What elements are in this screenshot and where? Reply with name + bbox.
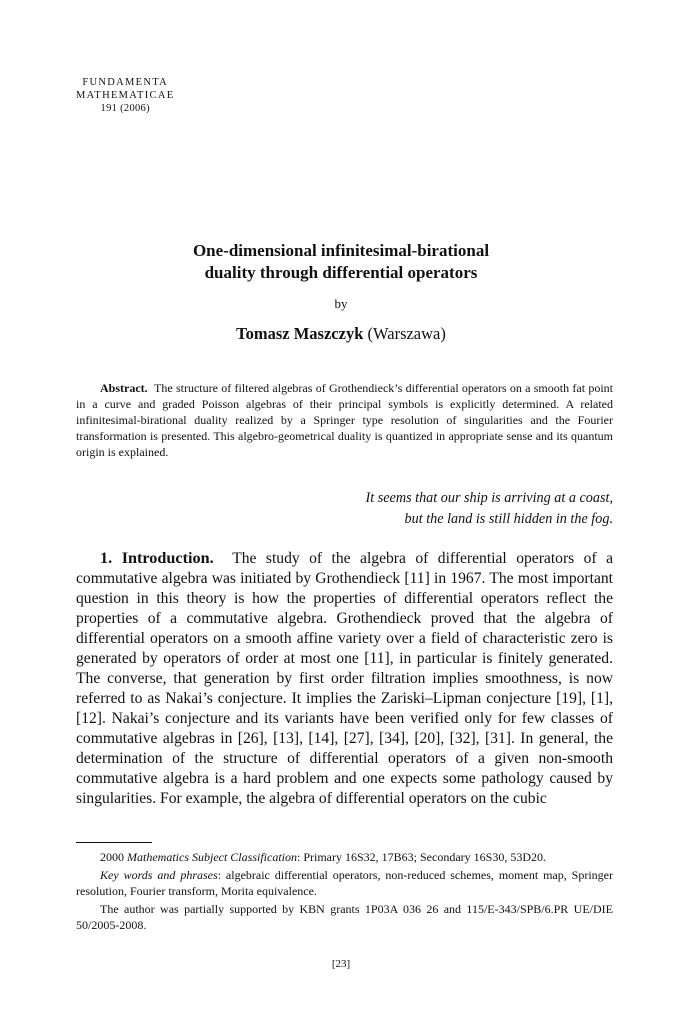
footnote-rule	[76, 842, 152, 843]
by-label: by	[334, 296, 348, 311]
footnote-grants: The author was partially supported by KBN grants 1P03A 036 26 and 115/E-343/SPB/6.PR UE/DIE 50/2005-2008.	[76, 902, 613, 932]
paper-title-line2: duality through differential operators	[204, 263, 478, 282]
epigraph-line2: but the land is still hidden in the fog.	[404, 511, 613, 527]
journal-volume: 191 (2006)	[100, 103, 150, 114]
epigraph-line1: It seems that our ship is arriving at a coast,	[365, 490, 613, 506]
msc-label: Mathematics Subject Classification	[127, 850, 297, 864]
footnote-msc	[76, 849, 613, 865]
footnotes	[76, 849, 613, 935]
journal-name-line2: MATHEMATICAE	[76, 90, 175, 101]
section-heading: 1. Introduction.	[100, 549, 214, 567]
msc-text: : Primary 16S32, 17B63; Secondary 16S30, 53D20.	[296, 850, 546, 864]
paper-title	[0, 240, 682, 284]
author-affiliation: (Warszawa)	[367, 324, 446, 343]
keywords-text: : algebraic differential operators, non-reduced schemes, moment map, Springer resolution, Fourier transform, Morita equivalence.	[76, 868, 613, 898]
author-line	[0, 324, 682, 344]
page-number: [23]	[331, 958, 351, 970]
epigraph	[366, 488, 614, 530]
paper-title-line1: One-dimensional infinitesimal-birational	[192, 241, 490, 260]
abstract-text: The structure of filtered algebras of Grothendieck’s differential operators on a smooth fat point in a curve and graded Poisson algebras of their principal symbols is explicitly determined. A related infinitesimal-birational duality realized by a Springer type resolution of singularities and the Fourier transformation is presented. This algebro-geometrical duality is quantized in appropriate sense and its quantum origin is explained.	[76, 381, 613, 459]
footnote-keywords	[76, 867, 613, 899]
introduction-text: The study of the algebra of differential operators of a commutative algebra was initiated by Grothendieck [11] in 1967. The most important question in this theory is how the properties of differential operators reflect the properties of a commutative algebra. Grothendieck proved that the algebra of differential operators on a smooth affine variety over a field of characteristic zero is generated by operators of order at most one [11], in particular is finitely generated. The converse, that generation by first order filtration implies smoothness, is now referred to as Nakai’s conjecture. It implies the Zariski–Lipman conjecture [19], [1], [12]. Nakai’s conjecture and its variants have been verified only for few classes of commutative algebras in [26], [13], [14], [27], [34], [20], [32], [31]. In general, the determination of the structure of differential operators of a given non-smooth commutative algebra is a hard problem and one expects some pathology caused by singularities. For example, the algebra of differential operators on the cubic	[76, 550, 613, 807]
keywords-label: Key words and phrases	[100, 868, 218, 882]
introduction-section	[76, 548, 613, 809]
msc-year: 2000	[100, 850, 124, 864]
journal-header	[76, 76, 174, 115]
abstract	[76, 380, 613, 460]
journal-name-line1: FUNDAMENTA	[82, 77, 169, 88]
abstract-paragraph	[76, 380, 613, 460]
abstract-label: Abstract.	[100, 381, 148, 395]
introduction-paragraph	[76, 548, 613, 809]
author-name: Tomasz Maszczyk	[236, 324, 364, 343]
